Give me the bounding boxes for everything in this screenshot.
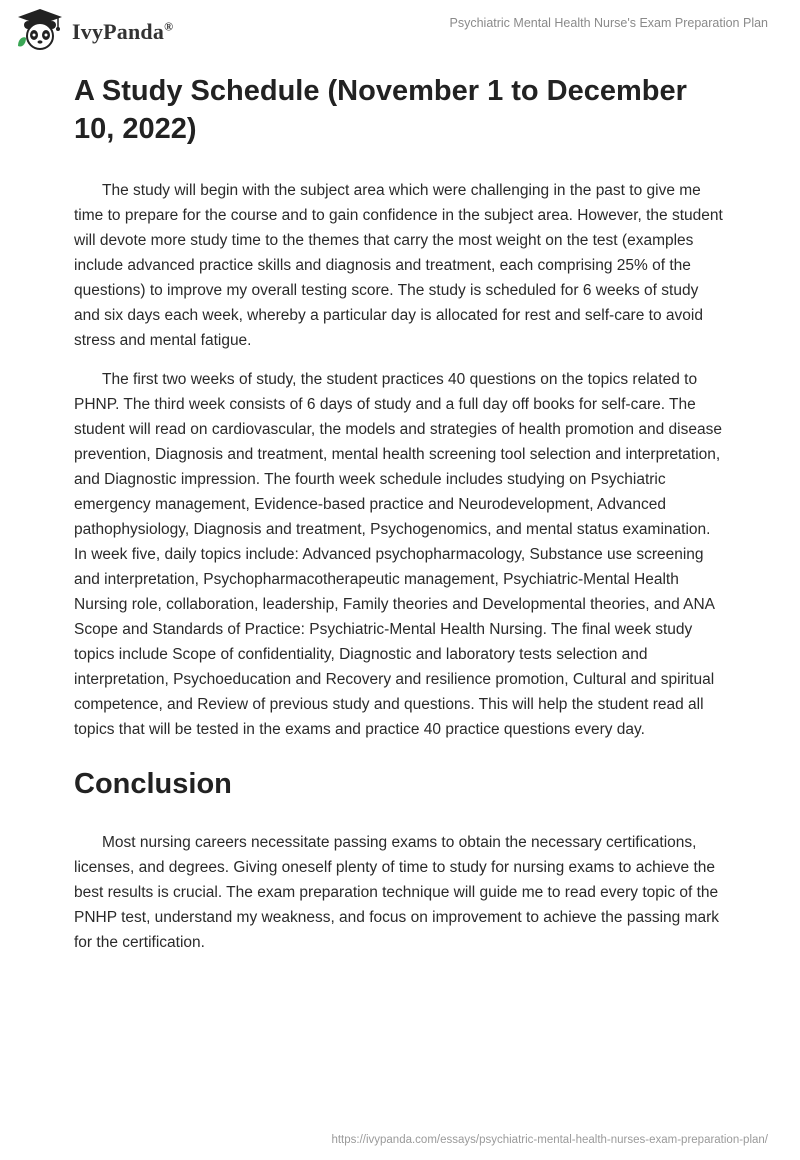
document-title: Psychiatric Mental Health Nurse's Exam Preparation Plan <box>449 16 768 30</box>
article-body <box>74 72 726 969</box>
brand-name: IvyPanda® <box>72 19 174 44</box>
paragraph: Most nursing careers necessitate passing exams to obtain the necessary certifications, licenses, and degrees. Giving oneself plenty of time to study for nursing exams to achieve the best results is crucial. The exam preparation technique will guide me to read every topic of the PNHP test, understand my weakness, and focus on improvement to achieve the passing mark for the certification. <box>74 834 720 951</box>
section-heading-conclusion: Conclusion <box>74 768 232 800</box>
source-url[interactable]: https://ivypanda.com/essays/psychiatric-mental-health-nurses-exam-preparation-plan/ <box>331 1134 768 1146</box>
panda-logo-icon <box>14 8 66 52</box>
page-header <box>0 0 800 60</box>
section-heading-study-schedule: A Study Schedule (November 1 to December 10, 2022) <box>74 75 687 145</box>
paragraph: The first two weeks of study, the student practices 40 questions on the topics related to PHNP. The third week consists of 6 days of study and a full day off books for self-care. The student will read on cardiovascular, the models and strategies of health promotion and disease prevention, Diagnosis and treatment, mental health screening tool selection and interpretation, and Diagnostic impression. The fourth week schedule includes studying on Psychiatric emergency management, Evidence-based practice and Neurodevelopment, Advanced pathophysiology, Diagnosis and treatment, Psychogenomics, and mental status examination. In week five, daily topics include: Advanced psychopharmacology, Substance use screening and interpretation, Psychopharmacotherapeutic management, Psychiatric-Mental Health Nursing role, collaboration, leadership, Family theories and Developmental theories, and ANA Scope and Standards of Practice: Psychiatric-Mental Health Nursing. The final week study topics include Scope of confidentiality, Diagnostic and laboratory tests selection and interpretation, Psychoeducation and Recovery and resilience promotion, Cultural and spiritual competence, and Review of previous study and questions. This will help the student read all topics that will be tested in the exams and practice 40 practice questions every day. <box>74 371 722 738</box>
paragraph: The study will begin with the subject area which were challenging in the past to give me time to prepare for the course and to gain confidence in the subject area. However, the student will devote more study time to the themes that carry the most weight on the test (examples include advanced practice skills and diagnosis and treatment, each comprising 25% of the questions) to improve my overall testing score. The study is scheduled for 6 weeks of study and six days each week, whereby a particular day is allocated for rest and self-care to avoid stress and mental fatigue. <box>74 182 723 349</box>
logo[interactable] <box>14 8 173 52</box>
